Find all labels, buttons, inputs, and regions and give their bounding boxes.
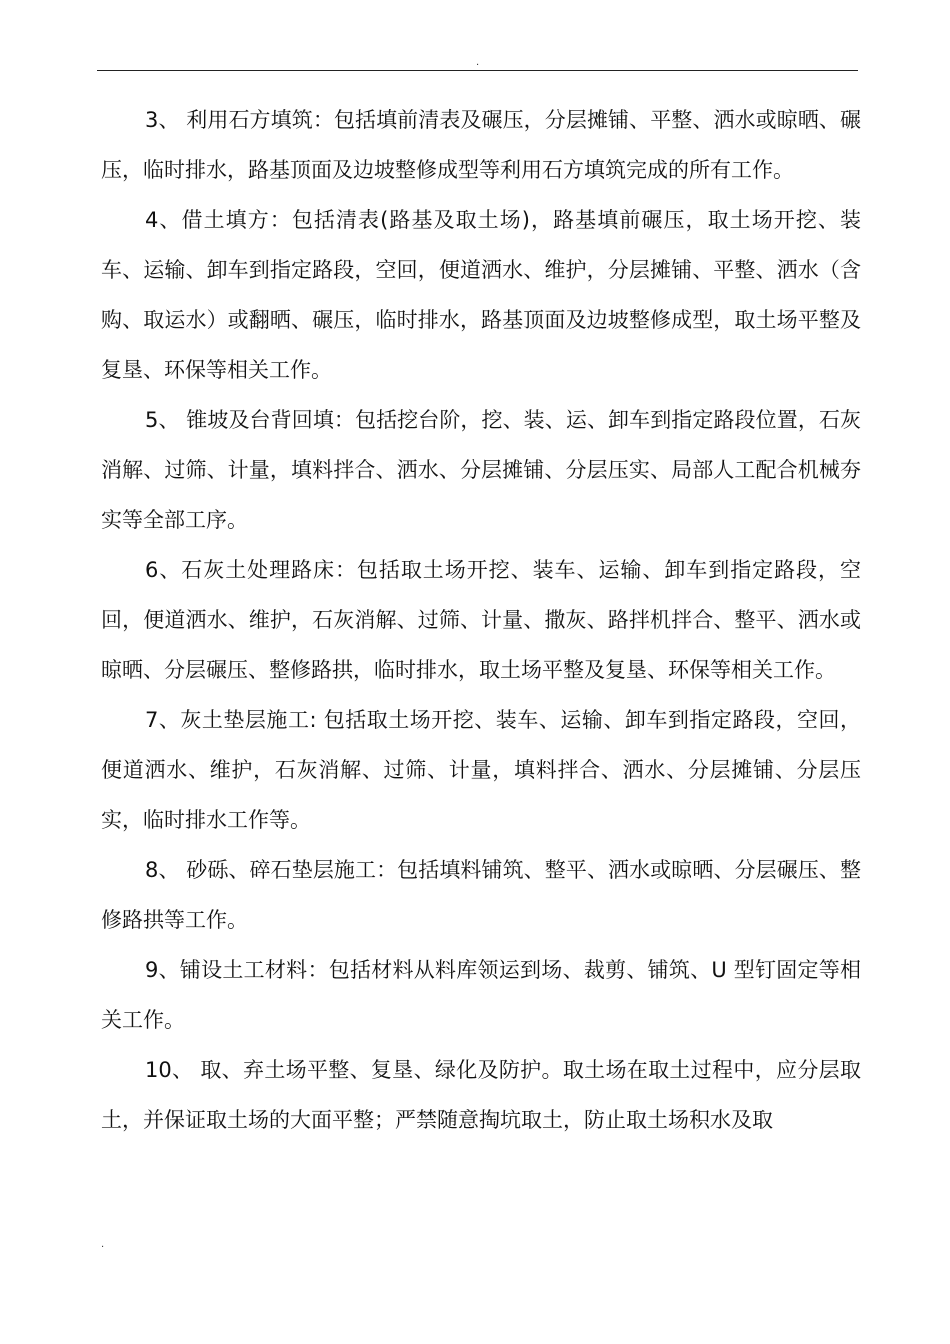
paragraph-7: 7、灰土垫层施工: 包括取土场开挖、装车、运输、卸车到指定路段，空回，便道洒水、维护，石灰消解、过筛、计量，填料拌合、洒水、分层摊铺、分层压实，临时排水工作等。 <box>101 708 861 832</box>
paragraph-5: 5、 锥坡及台背回填：包括挖台阶，挖、装、运、卸车到指定路段位置，石灰消解、过筛、计量，填料拌合、洒水、分层摊铺、分层压实、局部人工配合机械夯实等全部工序。 <box>101 408 861 532</box>
paragraph-3: 3、 利用石方填筑：包括填前清表及碾压，分层摊铺、平整、洒水或晾晒、碾压，临时排水，路基顶面及边坡整修成型等利用石方填筑完成的所有工作。 <box>101 108 861 182</box>
header-rule <box>97 70 858 71</box>
paragraph-4: 4、借土填方：包括清表(路基及取土场)，路基填前碾压，取土场开挖、装车、运输、卸车到指定路段，空回，便道洒水、维护，分层摊铺、平整、洒水（含购、取运水）或翻晒、碾压，临时排水，路基顶面及边坡整修成型，取土场平整及复垦、环保等相关工作。 <box>101 208 861 382</box>
paragraph-8: 8、 砂砾、碎石垫层施工：包括填料铺筑、整平、洒水或晾晒、分层碾压、整修路拱等工作。 <box>101 858 861 932</box>
document-body <box>101 95 861 1145</box>
header-mark: . <box>476 57 480 68</box>
footer-mark: . <box>101 1239 105 1250</box>
paragraph-9: 9、铺设土工材料：包括材料从料库领运到场、裁剪、铺筑、U 型钉固定等相关工作。 <box>101 958 861 1032</box>
paragraph-6: 6、石灰土处理路床：包括取土场开挖、装车、运输、卸车到指定路段，空回，便道洒水、维护，石灰消解、过筛、计量、撒灰、路拌机拌合、整平、洒水或晾晒、分层碾压、整修路拱，临时排水，取土场平整及复垦、环保等相关工作。 <box>101 558 861 682</box>
paragraph-10: 10、 取、弃土场平整、复垦、绿化及防护。取土场在取土过程中，应分层取土，并保证取土场的大面平整；严禁随意掏坑取土，防止取土场积水及取 <box>101 1058 861 1132</box>
